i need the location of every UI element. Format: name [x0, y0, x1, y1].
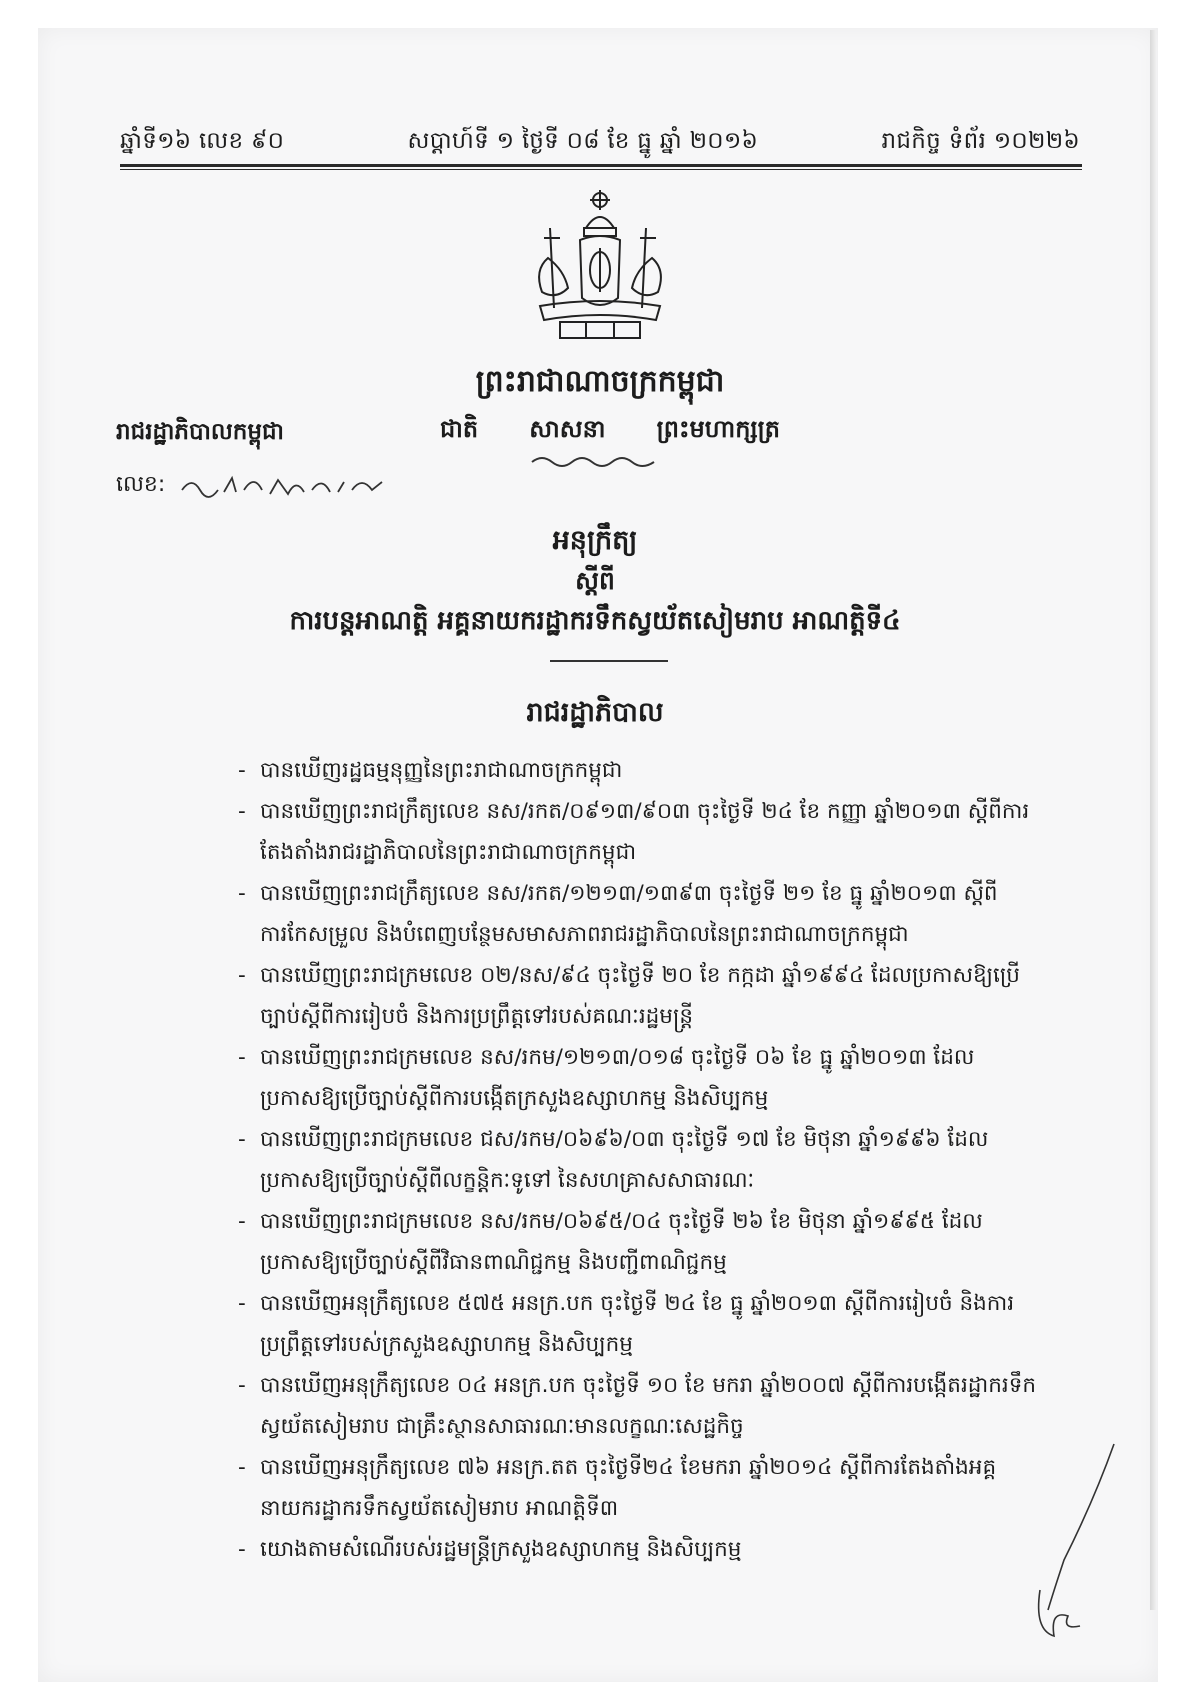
clause-item: - យោងតាមសំណើរបស់រដ្ឋមន្ត្រីក្រសួងឧស្សាហកម្ម និងសិប្បកម្ម — [238, 1529, 1048, 1570]
header-gazette-page: រាជកិច្ច ទំព័រ ១០២២៦ — [881, 128, 1080, 154]
reference-label: លេខ: — [116, 472, 166, 497]
handwritten-reference-number — [178, 468, 398, 502]
motto-nation: ជាតិ — [440, 414, 479, 443]
government-heading: រាជរដ្ឋាភិបាល — [526, 697, 664, 728]
clause-item: - បានឃើញព្រះរាជក្រមលេខ ០២/នស/៩៤ ចុះថ្ងៃទី ២០ ខែ កក្កដា ឆ្នាំ១៩៩៤ ដែលប្រកាសឱ្យប្រើច្បាប់ស្ដីពីការរៀបចំ និងការប្រព្រឹត្តទៅរបស់គណៈរដ្ឋមន្ត្រី — [238, 955, 1048, 1037]
clause-item: - បានឃើញអនុក្រឹត្យលេខ ៧៦ អនក្រ.តត ចុះថ្ងៃទី២៤ ខែមករា ឆ្នាំ២០១៤ ស្ដីពីការតែងតាំងអគ្គនាយករដ្ឋាករទឹកស្វយ័តសៀមរាប អាណត្តិទី៣ — [238, 1447, 1048, 1529]
clause-item: - បានឃើញព្រះរាជក្រមលេខ ជស/រកម/០៦៩៦/០៣ ចុះថ្ងៃទី ១៧ ខែ មិថុនា ឆ្នាំ១៩៩៦ ដែលប្រកាសឱ្យប្រើច្បាប់ស្ដីពីលក្ខន្តិកៈទូទៅ នៃសហគ្រាសសាធារណៈ — [238, 1119, 1048, 1201]
national-motto — [440, 414, 780, 449]
kingdom-name: ព្រះរាជាណាចក្រកម្ពុជា — [475, 364, 725, 399]
clause-item: - បានឃើញព្រះរាជក្រមលេខ នស/រកម/១២១៣/០១៨ ចុះថ្ងៃទី ០៦ ខែ ធ្នូ ឆ្នាំ២០១៣ ដែលប្រកាសឱ្យប្រើច្បាប់ស្ដីពីការបង្កើតក្រសួងឧស្សាហកម្ម និងសិប្បកម្ម — [238, 1037, 1048, 1119]
motto-king: ព្រះមហាក្សត្រ — [656, 414, 780, 443]
gazette-header — [120, 124, 1080, 160]
issuer-name: រាជរដ្ឋាភិបាលកម្ពុជា — [116, 418, 284, 445]
document-type: អនុក្រឹត្យ — [552, 525, 638, 556]
initial-signature — [1014, 1440, 1134, 1640]
header-rule-thin — [120, 169, 1082, 170]
clause-item: - បានឃើញរដ្ឋធម្មនុញ្ញនៃព្រះរាជាណាចក្រកម្ពុជា — [238, 750, 1048, 791]
clause-item: - បានឃើញព្រះរាជក្រឹត្យលេខ នស/រកត/១២១៣/១៣៩៣ ចុះថ្ងៃទី ២១ ខែ ធ្នូ ឆ្នាំ២០១៣ ស្ដីពីការកែសម្រួល និងបំពេញបន្ថែមសមាសភាពរាជរដ្ឋាភិបាលនៃព្រះរាជាណាចក្រកម្ពុជា — [238, 873, 1048, 955]
clause-item: - បានឃើញអនុក្រឹត្យលេខ ០៤ អនក្រ.បក ចុះថ្ងៃទី ១០ ខែ មករា ឆ្នាំ២០០៧ ស្ដីពីការបង្កើតរដ្ឋាករទឹកស្វយ័តសៀមរាប ជាគ្រឹះស្ថានសាធារណៈមានលក្ខណៈសេដ្ឋកិច្ច — [238, 1365, 1048, 1447]
clause-item: - បានឃើញអនុក្រឹត្យលេខ ៥៧៥ អនក្រ.បក ចុះថ្ងៃទី ២៤ ខែ ធ្នូ ឆ្នាំ២០១៣ ស្ដីពីការរៀបចំ និងការប្រព្រឹត្តទៅរបស់ក្រសួងឧស្សាហកម្ម និងសិប្បកម្ម — [238, 1283, 1048, 1365]
preamble-clauses — [238, 750, 1048, 1570]
title-divider — [550, 660, 668, 662]
document-about: ស្ដីពី — [575, 566, 615, 595]
royal-coat-of-arms-icon — [520, 188, 680, 348]
header-rule — [120, 164, 1082, 167]
page-edge — [1150, 30, 1156, 1610]
ornament-divider-icon — [528, 454, 658, 470]
motto-religion: សាសនា — [529, 414, 606, 443]
document-subject: ការបន្ដអាណត្តិ អគ្គនាយករដ្ឋាករទឹកស្វយ័តសៀមរាប អាណត្តិទី៤ — [289, 606, 901, 636]
clause-item: - បានឃើញព្រះរាជក្រមលេខ នស/រកម/០៦៩៥/០៤ ចុះថ្ងៃទី ២៦ ខែ មិថុនា ឆ្នាំ១៩៩៥ ដែលប្រកាសឱ្យប្រើច្បាប់ស្ដីពីវិធានពាណិជ្ជកម្ម និងបញ្ជីពាណិជ្ជកម្ម — [238, 1201, 1048, 1283]
header-year-issue: ឆ្នាំទី១៦ លេខ ៩០ — [120, 128, 285, 154]
clause-item: - បានឃើញព្រះរាជក្រឹត្យលេខ នស/រកត/០៩១៣/៩០៣ ចុះថ្ងៃទី ២៤ ខែ កញ្ញា ឆ្នាំ២០១៣ ស្ដីពីការតែងតាំងរាជរដ្ឋាភិបាលនៃព្រះរាជាណាចក្រកម្ពុជា — [238, 791, 1048, 873]
header-week-date: សប្ដាហ៍ទី ១ ថ្ងៃទី ០៨ ខែ ធ្នូ ឆ្នាំ ២០១៦ — [407, 128, 759, 154]
